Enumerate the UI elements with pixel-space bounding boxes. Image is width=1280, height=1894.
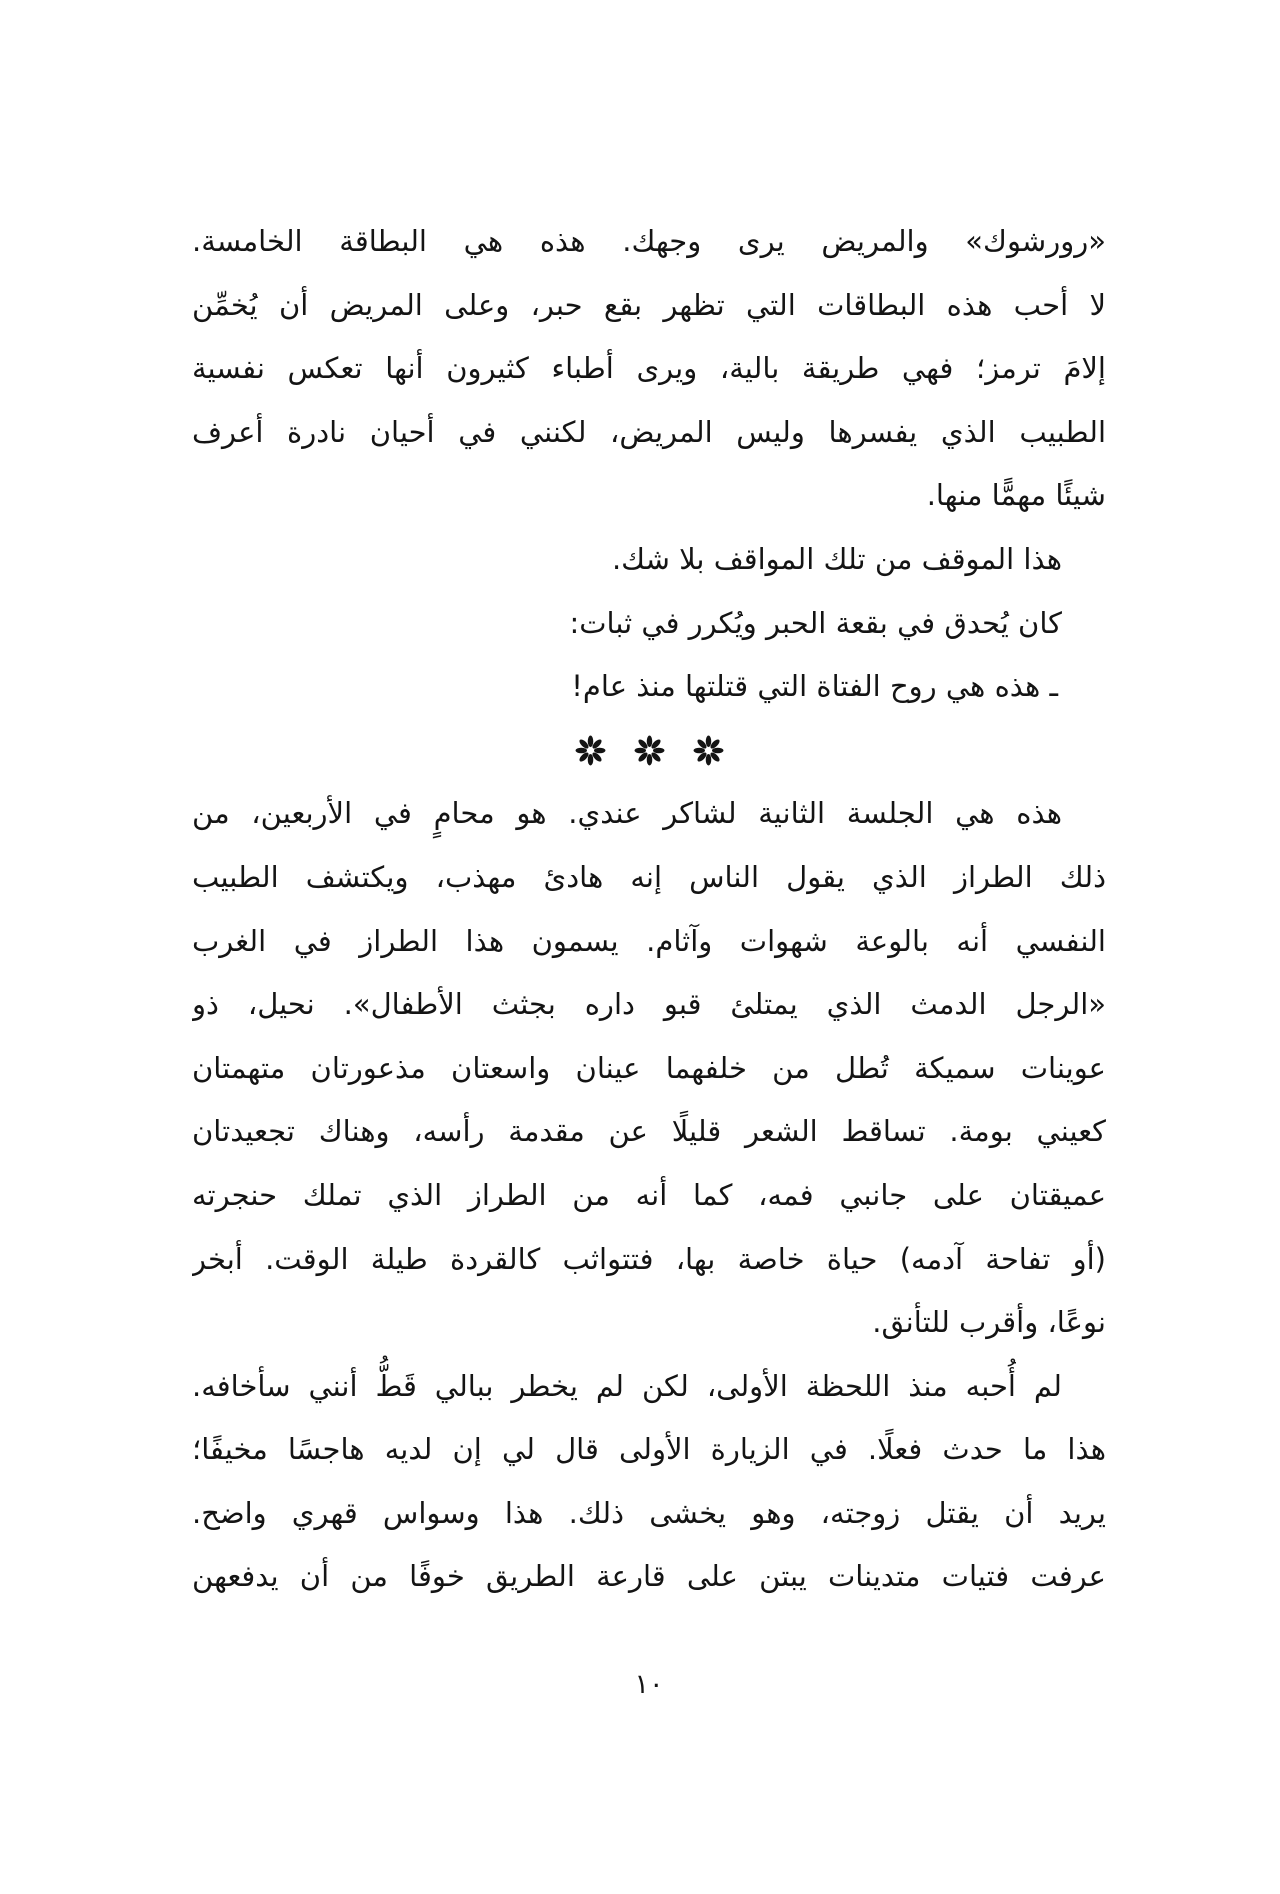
text-line: لم أُحبه منذ اللحظة الأولى، لكن لم يخطر ببالي قَطُّ أنني سأخافه. — [192, 1368, 1062, 1403]
text-line: ذلك الطراز الذي يقول الناس إنه هادئ مهذب، ويكتشف الطبيب — [192, 859, 1106, 894]
text-line: عميقتان على جانبي فمه، كما أنه من الطراز الذي تملك حنجرته — [192, 1177, 1106, 1212]
flower-asterisk-icon — [574, 734, 607, 767]
text-line: نوعًا، وأقرب للتأنق. — [872, 1305, 1106, 1340]
text-line: هذا الموقف من تلك المواقف بلا شك. — [611, 541, 1062, 576]
text-line: هذا ما حدث فعلًا. في الزيارة الأولى قال لي إن لديه هاجسًا مخيفًا؛ — [192, 1432, 1106, 1467]
text-line: كان يُحدق في بقعة الحبر ويُكرر في ثبات: — [569, 605, 1062, 640]
flower-asterisk-icon — [692, 734, 725, 767]
text-line: (أو تفاحة آدمه) حياة خاصة بها، فتتواثب كالقردة طيلة الوقت. أبخر — [192, 1241, 1106, 1276]
text-line: «رورشوك» والمريض يرى وجهك. هذه هي البطاقة الخامسة. — [192, 224, 1106, 258]
text-block — [192, 210, 1106, 1609]
text-line: إلامَ ترمز؛ فهي طريقة بالية، ويرى أطباء كثيرون أنها تعكس نفسية — [192, 351, 1106, 386]
text-line: النفسي أنه بالوعة شهوات وآثام. يسمون هذا الطراز في الغرب — [192, 923, 1106, 958]
text-line: الطبيب الذي يفسرها وليس المريض، لكنني في أحيان نادرة أعرف — [192, 414, 1106, 449]
flower-asterisk-icon — [633, 734, 666, 767]
text-line: هذه هي الجلسة الثانية لشاكر عندي. هو محامٍ في الأربعين، من — [192, 796, 1062, 831]
text-line: شيئًا مهمًّا منها. — [926, 478, 1106, 513]
text-line: «الرجل الدمث الذي يمتلئ قبو داره بجثث الأطفال». نحيل، ذو — [192, 987, 1106, 1022]
text-line: لا أحب هذه البطاقات التي تظهر بقع حبر، وعلى المريض أن يُخمِّن — [192, 287, 1106, 322]
text-line: يريد أن يقتل زوجته، وهو يخشى ذلك. هذا وسواس قهري واضح. — [192, 1495, 1106, 1530]
text-line: عرفت فتيات متدينات يبتن على قارعة الطريق خوفًا من أن يدفعهن — [192, 1559, 1106, 1594]
text-line: كعيني بومة. تساقط الشعر قليلًا عن مقدمة رأسه، وهناك تجعيدتان — [192, 1114, 1106, 1149]
dialogue-line: ـ هذه هي روح الفتاة التي قتلتها منذ عام! — [571, 669, 1058, 704]
text-line: عوينات سميكة تُطل من خلفهما عينان واسعتان مذعورتان متهمتان — [192, 1050, 1106, 1085]
section-separator — [192, 719, 1106, 783]
page-number: ١٠ — [634, 1669, 664, 1701]
